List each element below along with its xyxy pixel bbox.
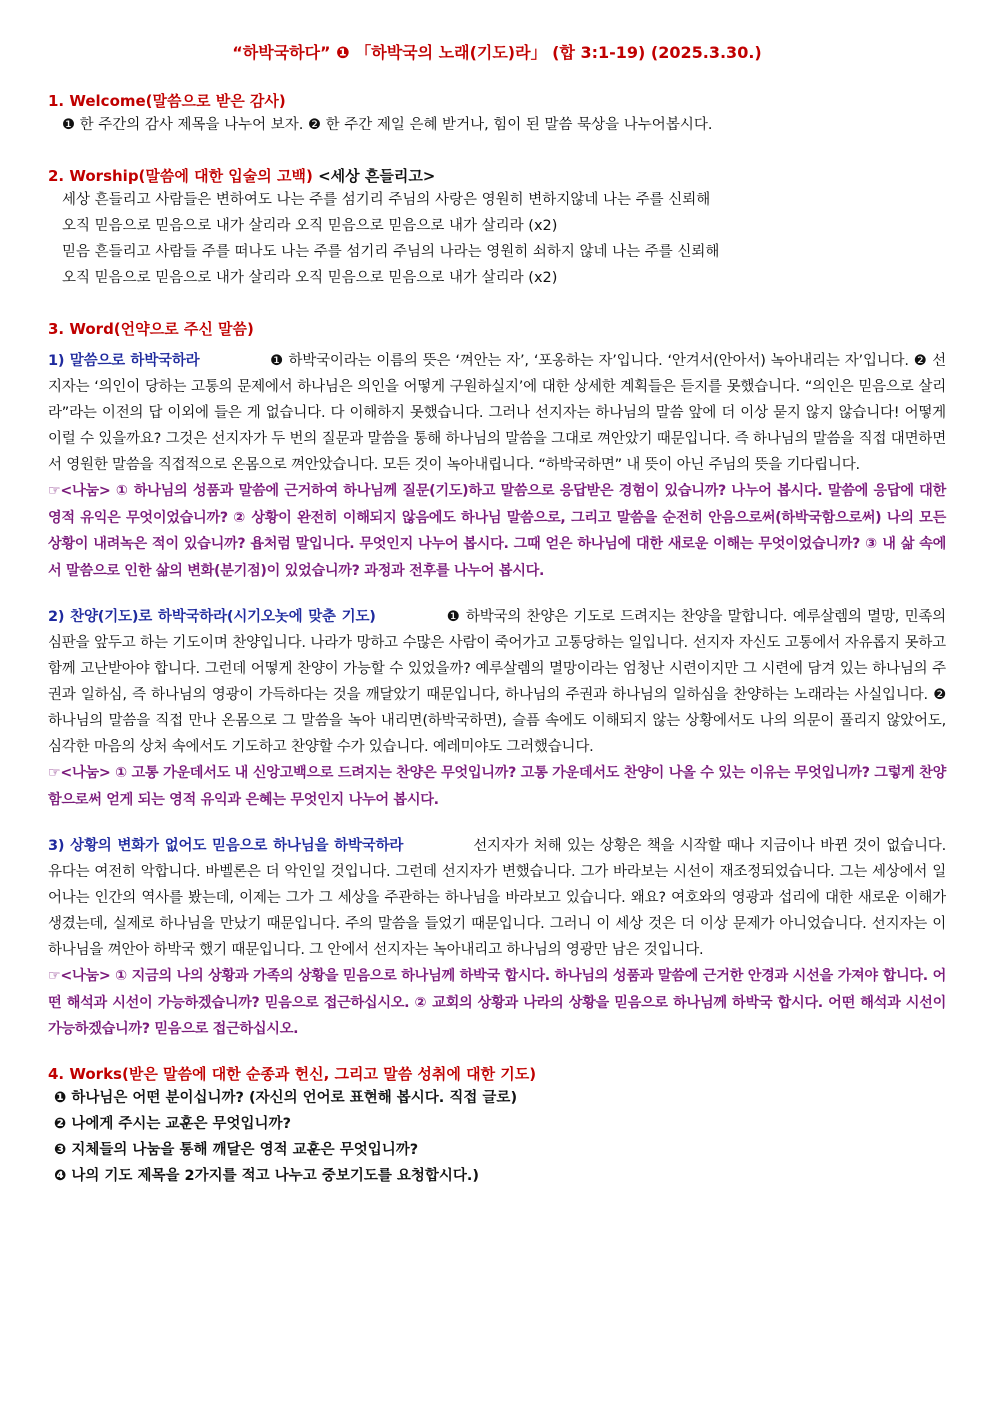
word-point-3 — [48, 833, 946, 963]
lyric-line: 믿음 흔들리고 사람들 주를 떠나도 나는 주를 섬기리 주님의 나라는 영원히 쇠하지 않네 나는 주를 신뢰해 — [62, 244, 720, 260]
lyric-line: 오직 믿음으로 믿음으로 내가 살리라 오직 믿음으로 믿음으로 내가 살리라 (x2) — [62, 270, 558, 286]
works-item: ❸ 지체들의 나눔을 통해 깨달은 영적 교훈은 무엇입니까? — [54, 1141, 419, 1158]
word-point-2-title: 2) 찬양(기도)로 하박국하라(시기오놋에 맞춘 기도) — [48, 609, 376, 625]
section-welcome — [48, 90, 946, 138]
worship-heading-text: 2. Worship(말씀에 대한 입술의 고백) — [48, 167, 313, 185]
works-item: ❹ 나의 기도 제목을 2가지를 적고 나누고 중보기도를 요청합시다.) — [54, 1167, 480, 1184]
song-title: <세상 흔들리고> — [318, 167, 436, 185]
section-heading-works: 4. Works(받은 말씀에 대한 순종과 헌신, 그리고 말씀 성취에 대한 기도) — [48, 1064, 537, 1083]
welcome-body: ❶ 한 주간의 감사 제목을 나누어 보자. ❷ 한 주간 제일 은혜 받거나, 힘이 된 말씀 묵상을 나누어봅시다. — [62, 117, 713, 133]
lyric-line: 오직 믿음으로 믿음으로 내가 살리라 오직 믿음으로 믿음으로 내가 살리라 (x2) — [62, 218, 558, 234]
works-item: ❶ 하나님은 어떤 분이십니까? (자신의 언어로 표현해 봅시다. 직접 글로) — [54, 1089, 518, 1106]
section-heading-word: 3. Word(언약으로 주신 말씀) — [48, 320, 254, 338]
word-point-2 — [48, 604, 946, 760]
word-point-2-body: ❶ 하박국의 찬양은 기도로 드려지는 찬양을 말합니다. 예루살렘의 멸망, 민족의 심판을 앞두고 하는 기도이며 찬양입니다. 나라가 망하고 수많은 사람이 죽어가고 고통당하는 일입니다. 선지자 자신도 고통에서 자유롭지 못하고 함께 고난받아야 합니다. 그런데 어떻게 찬양이 가능할 수 있었을까? 예루살렘의 멸망이라는 엄청난 시련이지만 그 시련에 담겨 있는 하나님의 주권과 일하심, 즉 하나님의 영광이 가득하다는 것을 깨달았기 때문입니다, 하나님의 주권과 하나님의 일하심을 찬양하는 노래라는 사실입니다. ❷ 하나님의 말씀을 직접 만나 온몸으로 그 말씀을 녹아 내리면(하박국하면), 슬픔 속에도 이해되지 않는 상황에서도 나의 의문이 풀리지 않았어도, 심각한 마음의 상처 속에서도 기도하고 찬양할 수가 있습니다. 예레미야도 그러했습니다. — [48, 609, 946, 755]
share-questions-1: ☞<나눔> ① 하나님의 성품과 말씀에 근거하여 하나님께 질문(기도)하고 말씀으로 응답받은 경험이 있습니까? 나누어 봅시다. 말씀에 응답에 대한 영적 유익은 무엇이었습니까? ② 상황이 완전히 이해되지 않음에도 하나님 말씀으로, 그리고 말씀을 순전히 안음으로써(하박국함으로써) 나의 모든 상황이 내려녹은 적이 있습니까? 욥처럼 말입니다. 무엇인지 나누어 봅시다. 그때 얻은 하나님에 대한 새로운 이해는 무엇이었습니까? ③ 내 삶 속에서 말씀으로 인한 삶의 변화(분기점)이 있었습니까? 과정과 전후를 나누어 봅시다. — [48, 483, 946, 579]
worksheet-page — [48, 42, 946, 1189]
share-questions-3: ☞<나눔> ① 지금의 나의 상황과 가족의 상황을 믿음으로 하나님께 하박국 합시다. 하나님의 성품과 말씀에 근거한 안경과 시선을 가져야 합니다. 어떤 해석과 시선이 가능하겠습니까? 믿음으로 접근하십시오. ② 교회의 상황과 나라의 상황을 믿음으로 하나님께 하박국 합시다. 어떤 해석과 시선이 가능하겠습니까? 믿음으로 접근하십시오. — [48, 968, 946, 1037]
page-title: “하박국하다” ❶ 「하박국의 노래(기도)라」 (합 3:1-19) (2025.3.30.) — [232, 43, 762, 62]
section-heading-welcome: 1. Welcome(말씀으로 받은 감사) — [48, 92, 286, 110]
section-heading-worship — [48, 165, 946, 187]
word-point-1-body: ❶ 하박국이라는 이름의 뜻은 ‘껴안는 자’, ‘포옹하는 자’입니다. ‘안겨서(안아서) 녹아내리는 자’입니다. ❷ 선지자는 ‘의인이 당하는 고통의 문제에서 하나님은 의인을 어떻게 구원하실지’에 대한 상세한 계획들은 듣지를 못했습니다. “의인은 믿음으로 살리라”라는 이전의 답 이외에 들은 게 없습니다. 다 이해하지 못했습니다. 그러나 선지자는 하나님의 말씀 앞에 더 이상 묻지 않지 않습니다! 어떻게 이럴 수 있을까요? 그것은 선지자가 두 번의 질문과 말씀을 통해 하나님의 말씀을 그대로 껴안았기 때문입니다. 즉 하나님의 말씀을 직접 대면하면서 영원한 말씀을 직접적으로 온몸으로 껴안았습니다. 모든 것이 녹아내립니다. “하박국하면” 내 뜻이 아닌 주님의 뜻을 기다립니다. — [48, 353, 946, 473]
section-word — [48, 318, 946, 1043]
word-point-3-title: 3) 상황의 변화가 없어도 믿음으로 하나님을 하박국하라 — [48, 838, 404, 854]
word-point-3-body: 선지자가 처해 있는 상황은 책을 시작할 때나 지금이나 바뀐 것이 없습니다. 유다는 여전히 악합니다. 바벨론은 더 악인일 것입니다. 그런데 선지자가 변했습니다. 그가 바라보는 시선이 재조정되었습니다. 그는 세상에서 일어나는 인간의 역사를 봤는데, 이제는 그가 그 세상을 주관하는 하나님을 바라보고 있습니다. 왜요? 여호와의 영광과 섭리에 대한 새로운 이해가 생겼는데, 실제로 하나님을 만났기 때문입니다. 주의 말씀을 들었기 때문입니다. 그러니 이 세상 것은 더 이상 문제가 아니었습니다. 선지자는 이 하나님을 껴안아 하박국 했기 때문입니다. 그 안에서 선지자는 녹아내리고 하나님의 영광만 남은 것입니다. — [48, 838, 946, 958]
share-questions-2: ☞<나눔> ① 고통 가운데서도 내 신앙고백으로 드려지는 찬양은 무엇입니까? 고통 가운데서도 찬양이 나올 수 있는 이유는 무엇입니까? 그렇게 찬양함으로써 얻게 되는 영적 유익과 은혜는 무엇인지 나누어 봅시다. — [48, 765, 946, 808]
section-works — [48, 1063, 946, 1189]
word-point-1-title: 1) 말씀으로 하박국하라 — [48, 353, 200, 369]
lyric-line: 세상 흔들리고 사람들은 변하여도 나는 주를 섬기리 주님의 사랑은 영원히 변하지않네 나는 주를 신뢰해 — [62, 192, 711, 208]
word-point-1 — [48, 348, 946, 478]
works-item: ❷ 나에게 주시는 교훈은 무엇입니까? — [54, 1115, 291, 1132]
section-worship — [48, 165, 946, 291]
